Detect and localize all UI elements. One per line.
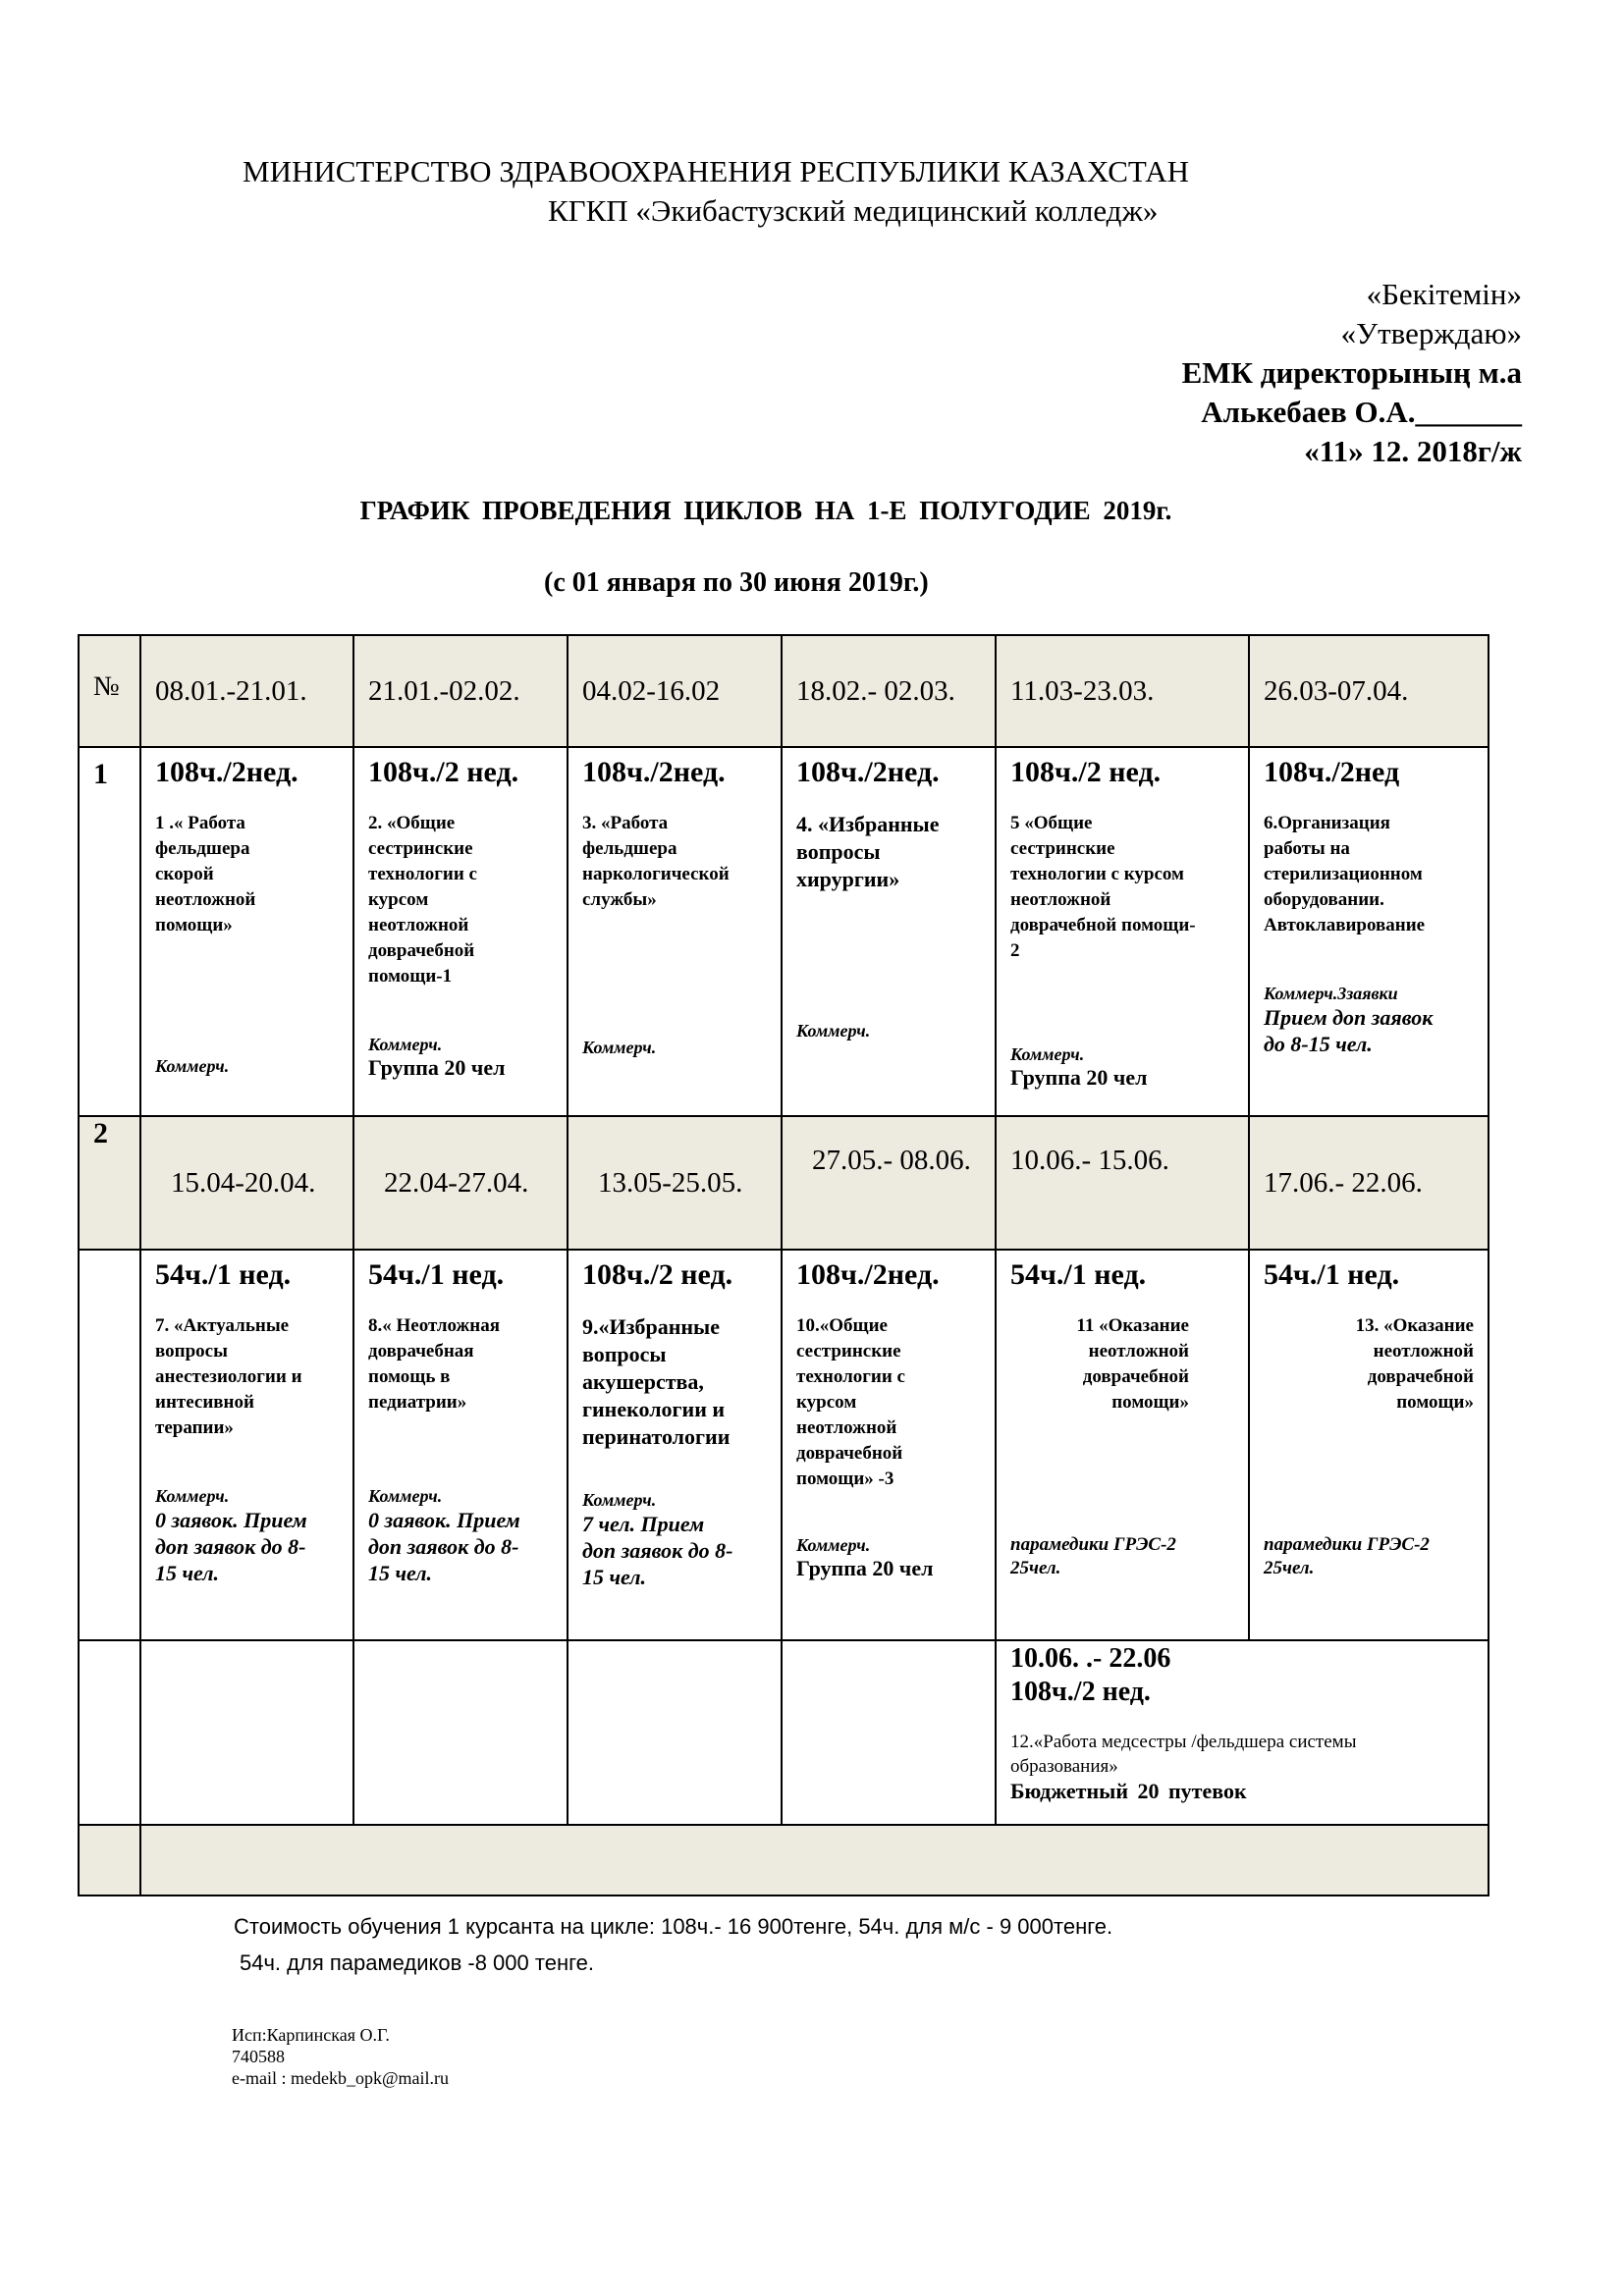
date-header: 15.04-20.04. [140,1116,353,1250]
course-hours: 54ч./1 нед. [368,1258,505,1291]
payment-type: Коммерч. [368,1486,443,1506]
course-cell [353,747,568,1116]
empty-cell [782,1640,996,1825]
date-header: 26.03-07.04. [1249,635,1489,747]
empty-cell [568,1640,782,1825]
cost-line: 54ч. для парамедиков -8 000 тенге. [240,1950,594,1975]
approval-russian: «Утверждаю» [1340,316,1522,350]
applications-note: 0 заявок. Прием доп заявок до 8- 15 чел. [155,1508,307,1585]
course-title: 13. «Оказание неотложной доврачебной помощи» [1355,1315,1474,1413]
date-header: 21.01.-02.02. [353,635,568,747]
applications-note: Прием доп заявок до 8-15 чел. [1264,1005,1434,1056]
course-hours: 108ч./2 нед. [1010,1677,1151,1707]
schedule-row [79,1640,1489,1825]
course-hours: 54ч./1 нед. [1264,1258,1400,1291]
course-title: 3. «Работа фельдшера наркологической службы» [582,813,730,910]
course-title: 11 «Оказание неотложной доврачебной помощи» [1076,1315,1189,1413]
course-hours: 54ч./1 нед. [1010,1258,1147,1291]
course-cell [782,747,996,1116]
cost-line: Стоимость обучения 1 курсанта на цикле: 108ч.- 16 900тенге, 54ч. для м/с - 9 000тенге. [234,1914,1113,1939]
course-hours: 108ч./2 нед. [1010,756,1162,788]
empty-cell [79,1825,140,1896]
course-hours: 108ч./2нед. [796,1258,940,1291]
course-title: 8.« Неотложная доврачебная помощь в педиатрии» [368,1315,501,1413]
course-cell [568,1250,782,1640]
empty-cell [79,1250,140,1640]
group-note: Группа 20 чел [796,1556,934,1580]
empty-cell [140,1640,353,1825]
group-note: Группа 20 чел [368,1055,506,1080]
schedule-row [79,1250,1489,1640]
course-cell [568,747,782,1116]
document-subtitle: (с 01 января по 30 июня 2019г.) [544,567,929,598]
date-header: 17.06.- 22.06. [1249,1116,1489,1250]
course-cell [996,1250,1249,1640]
payment-type: Коммерч. [155,1056,230,1076]
course-title: 9.«Избранные вопросы акушерства, гинекологии и перинатологии [582,1314,731,1449]
payment-type: Коммерч. [582,1038,657,1057]
date-header: 13.05-25.05. [568,1116,782,1250]
payment-type: Коммерч. [155,1486,230,1506]
course-title: 10.«Общие сестринские технологии с курсом неотложной доврачебной помощи» -3 [796,1315,905,1489]
approval-signatory: Алькебаев О.А._______ [1201,395,1522,429]
applications-note: парамедики ГРЭС-2 25чел. [1264,1534,1430,1578]
date-header: 27.05.- 08.06. [782,1116,996,1250]
course-cell [1249,747,1489,1116]
date-header: 18.02.- 02.03. [782,635,996,747]
row-number: 2 [79,1116,140,1250]
course-hours: 108ч./2 нед. [582,1258,733,1291]
payment-type: Коммерч. [796,1021,871,1041]
group-note: Группа 20 чел [1010,1065,1148,1090]
course-cell [782,1250,996,1640]
empty-cell [140,1825,1489,1896]
date-header: 11.03-23.03. [996,635,1249,747]
contact-info: Исп:Карпинская О.Г. 740588 e-mail : medekb_opk@mail.ru [232,2025,450,2088]
applications-note: 7 чел. Прием доп заявок до 8- 15 чел. [582,1512,733,1589]
date-header: 08.01.-21.01. [140,635,353,747]
budget-course-cell [996,1640,1489,1825]
applications-note: 0 заявок. Прием доп заявок до 8- 15 чел. [368,1508,520,1585]
date-header: 04.02-16.02 [568,635,782,747]
course-title: 12.«Работа медсестры /фельдшера системы образования» [1010,1732,1357,1777]
empty-cell [353,1640,568,1825]
course-cell [1249,1250,1489,1640]
course-cell [140,1250,353,1640]
course-cell [140,747,353,1116]
schedule-table [78,634,1489,1896]
empty-cell [79,1640,140,1825]
schedule-row [79,747,1489,1116]
course-hours: 108ч./2нед. [582,756,726,788]
course-dates: 10.06. .- 22.06 [1010,1643,1171,1674]
dates-row [79,1116,1489,1250]
college-heading: КГКП «Экибастузский медицинский колледж» [548,193,1159,228]
approval-date: «11» 12. 2018г/ж [1304,434,1522,468]
empty-row [79,1825,1489,1896]
row-number: 1 [79,747,140,1116]
date-header: 22.04-27.04. [353,1116,568,1250]
course-title: 6.Организация работы на стерилизационном оборудовании. Автоклавирование [1264,813,1426,935]
budget-note: Бюджетный 20 путевок [1010,1779,1247,1803]
course-hours: 108ч./2нед. [155,756,298,788]
course-title: 7. «Актуальные вопросы анестезиологии и интесивной терапии» [155,1315,302,1438]
payment-type: Коммерч. [582,1490,657,1510]
course-title: 5 «Общие сестринские технологии с курсом неотложной доврачебной помощи- 2 [1010,813,1196,961]
course-hours: 108ч./2нед [1264,756,1400,788]
payment-type: Коммерч.3заявки [1264,984,1398,1003]
course-hours: 54ч./1 нед. [155,1258,292,1291]
course-hours: 108ч./2нед. [796,756,940,788]
approval-position: ЕМК директорының м.а [1181,355,1522,390]
course-cell [353,1250,568,1640]
approval-block [1182,275,1522,471]
course-title: 1 .« Работа фельдшера скорой неотложной помощи» [155,813,256,935]
payment-type: Коммерч. [796,1535,871,1555]
document-title: ГРАФИК ПРОВЕДЕНИЯ ЦИКЛОВ НА 1-Е ПОЛУГОДИЕ 2019г. [359,496,1172,525]
date-header: 10.06.- 15.06. [996,1116,1249,1250]
ministry-heading: МИНИСТЕРСТВО ЗДРАВООХРАНЕНИЯ РЕСПУБЛИКИ КАЗАХСТАН [243,154,1190,188]
course-title: 2. «Общие сестринские технологии с курсом неотложной доврачебной помощи-1 [368,813,477,987]
course-hours: 108ч./2 нед. [368,756,519,788]
applications-note: парамедики ГРЭС-2 25чел. [1010,1534,1176,1578]
approval-kazakh: «Бекітемін» [1366,277,1522,311]
course-cell [996,747,1249,1116]
course-title: 4. «Избранные вопросы хирургии» [796,812,940,891]
num-header: № [79,635,140,747]
payment-type: Коммерч. [1010,1044,1085,1064]
header-row [79,635,1489,747]
payment-type: Коммерч. [368,1035,443,1054]
